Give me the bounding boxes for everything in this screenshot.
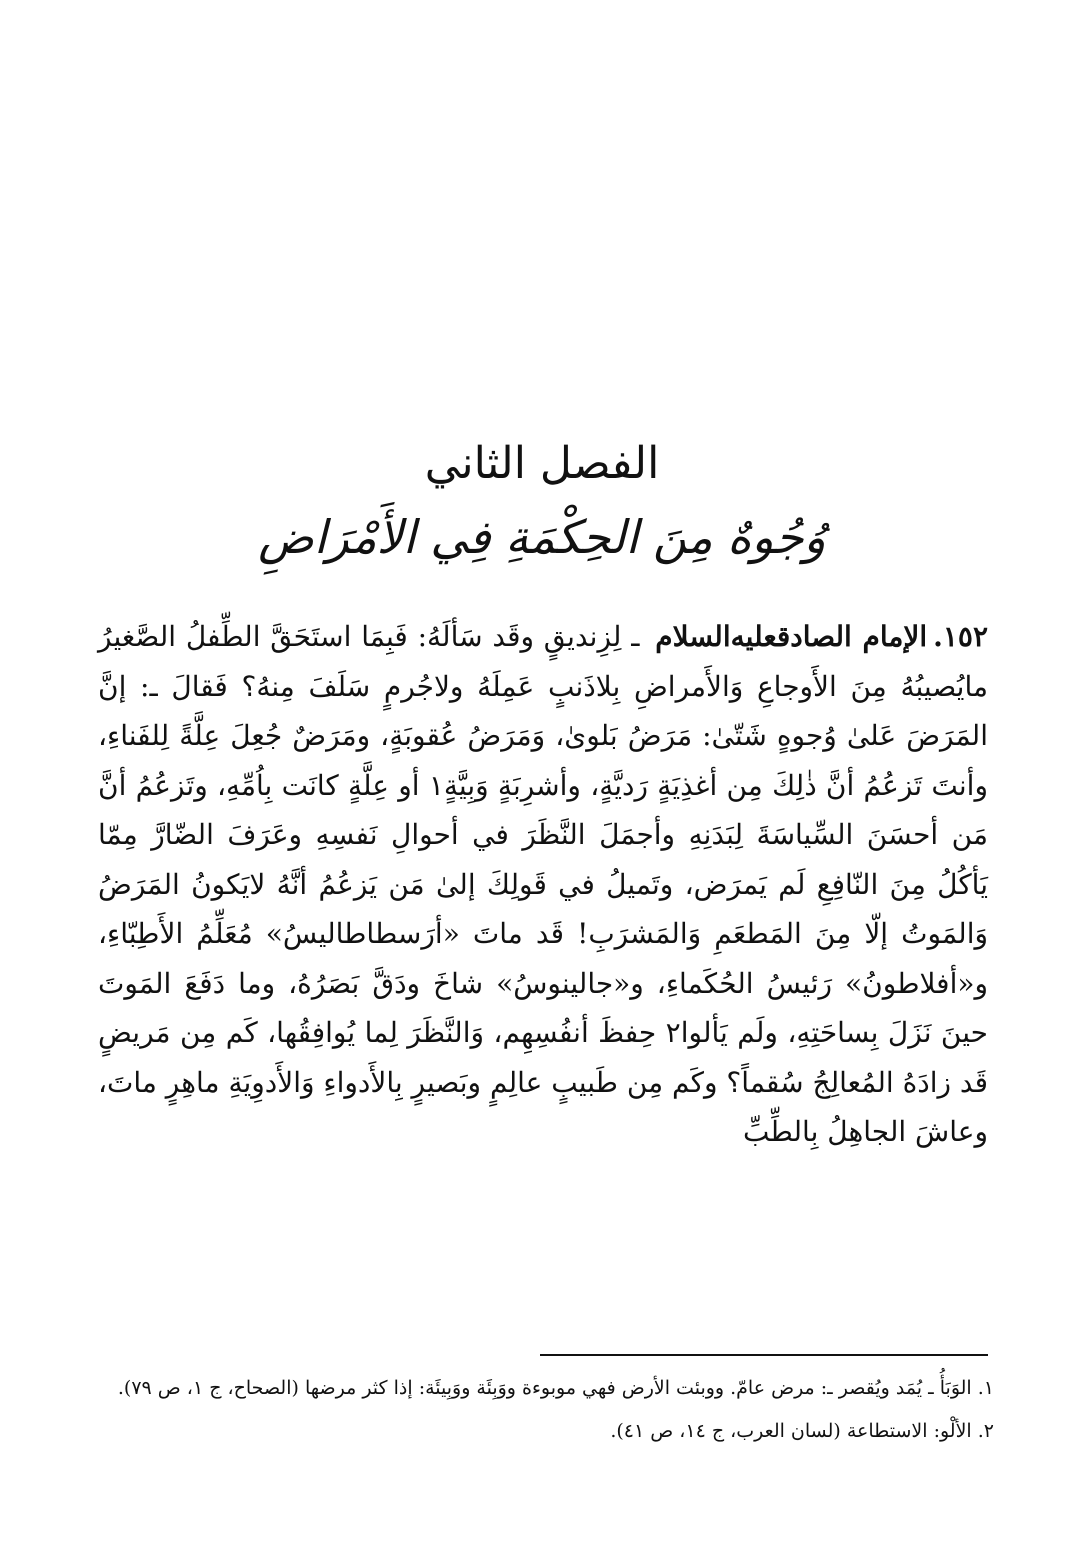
chapter-label: الفصل الثاني: [424, 438, 660, 489]
chapter-title: وُجُوهٌ مِنَ الحِكْمَةِ فِي الأَمْرَاضِ: [258, 510, 826, 564]
footnote-item: ١. الوَبَأُ ـ يُمَد ويُقصر ـ: مرض عامّ. ووبئت الأرض فهي موبوءة ووَبِئَة ووَبِيئَة: إذا كثر مرضها (الصحاح، ج ١، ص ٧٩).: [117, 1377, 994, 1399]
footnotes-list: [94, 1370, 994, 1456]
footnote-item: ٢. الألْو: الاستطاعة (لسان العرب، ج ١٤، ص ٤١).: [610, 1420, 994, 1442]
hadith-paragraph: [98, 612, 988, 1157]
hadith-speaker: الإمام الصادقعليه‌السلام: [655, 620, 928, 653]
footnote-divider: [540, 1354, 988, 1356]
hadith-number: ١٥٢.: [933, 620, 988, 653]
chapter-heading: [0, 432, 1084, 572]
hadith-text: ـ لِزِنديقٍ وقَد سَألَهُ: فَبِمَا استَحَقَّ الطِّفلُ الصَّغيرُ مايُصيبُهُ مِنَ الأَوجاعِ وَالأَمراضِ بِلاذَنبٍ عَمِلَهُ ولاجُرمٍ سَلَفَ مِنهُ؟ فَقالَ ـ: إنَّ المَرَضَ عَلىٰ وُجوهٍ شَتّىٰ: مَرَضُ بَلوىٰ، وَمَرَضُ عُقوبَةٍ، ومَرَضٌ جُعِلَ عِلَّةً لِلفَناءِ، وأنتَ تَزعُمُ أنَّ ذٰلِكَ مِن أغذِيَةٍ رَديَّةٍ، وأشرِبَةٍ وَبِيَّةٍ١ أو عِلَّةٍ كانَت بِاُمِّهِ، وتَزعُمُ أنَّ مَن أحسَنَ السِّياسَةَ لِبَدَنِهِ وأجمَلَ النَّظَرَ في أحوالِ نَفسِهِ وعَرَفَ الضّارَّ مِمّا يَأكُلُ مِنَ النّافِعِ لَم يَمرَض، وتَميلُ في قَولِكَ إلىٰ مَن يَزعُمُ أنَّهُ لايَكونُ المَرَضُ وَالمَوتُ إلّا مِنَ المَطعَمِ وَالمَشرَبِ! قَد ماتَ «أرَسطاطاليسُ» مُعَلِّمُ الأَطِبّاءِ، و«أفلاطونُ» رَئيسُ الحُكَماءِ، و«جالينوسُ» شاخَ ودَقَّ بَصَرُهُ، وما دَفَعَ المَوتَ حينَ نَزَلَ بِساحَتِهِ، ولَم يَألوا٢ حِفظَ أنفُسِهِم، وَالنَّظَرَ لِما يُوافِقُها، كَم مِن مَريضٍ قَد زادَهُ المُعالِجُ سُقماً؟ وكَم مِن طَبيبٍ عالِمٍ وبَصيرٍ بِالأَدواءِ وَالأَدوِيَةِ ماهِرٍ ماتَ، وعاشَ الجاهِلُ بِالطِّبِّ: [97, 620, 988, 1148]
